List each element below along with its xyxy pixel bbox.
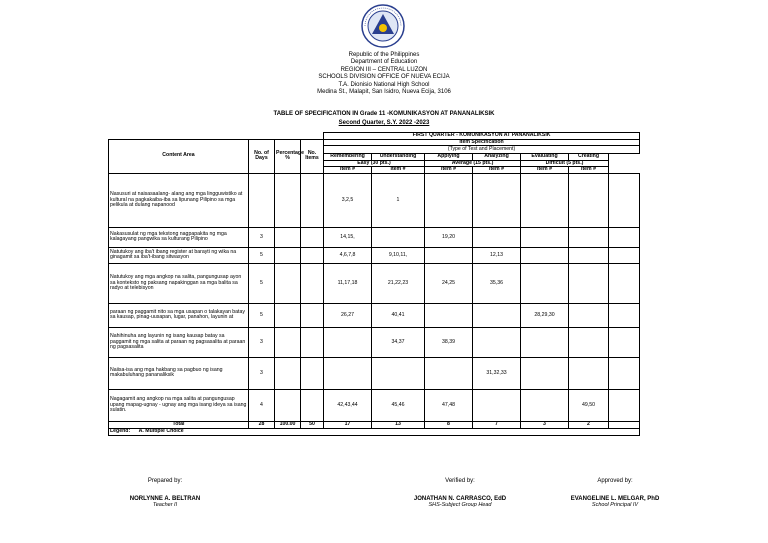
content-cell: Natutukoy ang mga angkop na salita, pangungusap ayon sa konteksto ng paksang napakinggan sa mga balita sa radyo at telebisyon: [109, 263, 249, 303]
table-row: [109, 303, 640, 327]
total-cell: [609, 421, 640, 428]
items-header: No. Items: [301, 139, 324, 173]
item-cell: 19,20: [425, 227, 473, 247]
table-row: [109, 263, 640, 303]
signature-role: SHS-Subject Group Head: [428, 502, 492, 508]
item-cell: 26,27: [324, 303, 372, 327]
days-cell: 4: [249, 389, 275, 421]
item-cell: [609, 303, 640, 327]
legend-value: A. Multiple Choice: [138, 428, 184, 435]
item-cell: [609, 263, 640, 303]
quarter-heading: FIRST QUARTER - KOMUNIKASYON AT PANANALIKSIK: [324, 133, 640, 140]
item-cell: [473, 303, 521, 327]
total-cell: 2: [569, 421, 609, 428]
header-line: Department of Education: [350, 59, 418, 66]
table-row: [109, 247, 640, 263]
item-cell: 47,48: [425, 389, 473, 421]
item-cell: 31,32,33: [473, 357, 521, 389]
signature-role: School Principal IV: [591, 502, 639, 508]
days-cell: [249, 173, 275, 227]
signature-label: Verified by:: [445, 478, 475, 484]
item-cell: [473, 327, 521, 357]
deped-seal-logo: [361, 4, 405, 48]
item-hash-header: Item #: [324, 167, 372, 174]
level-header: Remembering: [324, 154, 372, 161]
item-cell: [521, 247, 569, 263]
table-row: [109, 227, 640, 247]
percentage-cell: [275, 227, 301, 247]
item-cell: 12,13: [473, 247, 521, 263]
items-cell: [301, 263, 324, 303]
days-cell: 5: [249, 303, 275, 327]
item-cell: [324, 327, 372, 357]
percentage-cell: [275, 263, 301, 303]
item-cell: [521, 227, 569, 247]
item-cell: [521, 357, 569, 389]
item-cell: [521, 173, 569, 227]
item-cell: [569, 173, 609, 227]
total-cell: 17: [324, 421, 372, 428]
item-cell: 42,43,44: [324, 389, 372, 421]
content-cell: Naiisa-isa ang mga hakbang sa pagbuo ng isang makabuluhang pananaliksik: [109, 357, 249, 389]
school-header: [0, 52, 768, 96]
items-cell: [301, 357, 324, 389]
table-row: [109, 173, 640, 227]
days-cell: 5: [249, 247, 275, 263]
item-cell: 28,29,30: [521, 303, 569, 327]
item-cell: [425, 303, 473, 327]
item-hash-header: Item #: [372, 167, 425, 174]
items-cell: [301, 173, 324, 227]
item-cell: 38,39: [425, 327, 473, 357]
signature-label: Prepared by:: [147, 478, 183, 484]
item-cell: [473, 227, 521, 247]
item-hash-header: Item #: [569, 167, 609, 174]
content-cell: Nasusuri at naisasaalang- alang ang mga lingguwistiko at kultural na pagkakaiba-iba sa lipunang Pilipino sa mga pelikula at dulang napanood: [109, 173, 249, 227]
item-cell: 45,46: [372, 389, 425, 421]
level-header: Evaluating: [521, 154, 569, 161]
table-row: [109, 389, 640, 421]
item-cell: [521, 389, 569, 421]
title-main: TABLE OF SPECIFICATION IN Grade 11 -KOMUNIKASYON AT PANANALIKSIK: [273, 111, 495, 117]
item-hash-header: Item #: [521, 167, 569, 174]
total-row: [109, 421, 640, 428]
item-cell: 24,25: [425, 263, 473, 303]
item-cell: [609, 389, 640, 421]
total-cell: 8: [425, 421, 473, 428]
item-cell: [372, 357, 425, 389]
total-days: 28: [249, 421, 275, 428]
level-header: Analyzing: [473, 154, 521, 161]
total-cell: 7: [473, 421, 521, 428]
days-cell: 3: [249, 227, 275, 247]
item-cell: [569, 263, 609, 303]
legend-row: [109, 428, 640, 435]
item-cell: 40,41: [372, 303, 425, 327]
group-header: Easy (30 pts.): [324, 160, 425, 167]
signature-name: NORLYNNE A. BELTRAN: [129, 496, 201, 502]
item-cell: [473, 173, 521, 227]
items-cell: [301, 303, 324, 327]
items-cell: [301, 389, 324, 421]
percentage-cell: [275, 357, 301, 389]
item-cell: [569, 357, 609, 389]
total-cell: 3: [521, 421, 569, 428]
header-line: REGION III – CENTRAL LUZON: [340, 66, 428, 73]
days-header: No. of Days: [249, 139, 275, 173]
items-cell: [301, 227, 324, 247]
header-line: Republic of the Philippines: [348, 52, 420, 58]
item-hash-header: Item #: [473, 167, 521, 174]
signature-name: JONATHAN N. CARRASCO, EdD: [413, 496, 507, 502]
group-header: Difficult (5 pts.): [521, 160, 609, 167]
days-cell: 5: [249, 263, 275, 303]
total-percentage: 100.00: [275, 421, 301, 428]
item-cell: [569, 227, 609, 247]
item-cell: [324, 357, 372, 389]
header-line: T.A. Dionisio National High School: [338, 81, 430, 88]
item-cell: [609, 227, 640, 247]
percentage-cell: [275, 389, 301, 421]
item-cell: 4,6,7,8: [324, 247, 372, 263]
level-header: Creating: [569, 154, 609, 161]
days-cell: 3: [249, 327, 275, 357]
signature-verified: [390, 478, 530, 508]
item-cell: 11,17,18: [324, 263, 372, 303]
table-row: [109, 327, 640, 357]
item-cell: 49,50: [569, 389, 609, 421]
percentage-cell: [275, 173, 301, 227]
items-cell: [301, 327, 324, 357]
item-cell: [521, 327, 569, 357]
content-cell: Nagagamit ang angkop na mga salita at pangungusap upang mapag-ugnay - ugnay ang mga isang ideya sa isang sulatin.: [109, 389, 249, 421]
item-cell: [521, 263, 569, 303]
legend-label: Legend:: [110, 428, 131, 435]
signature-approved: [545, 478, 685, 508]
level-header: Applying: [425, 154, 473, 161]
level-header: Understanding: [372, 154, 425, 161]
signature-prepared: [110, 478, 220, 508]
items-cell: [301, 247, 324, 263]
item-cell: [425, 357, 473, 389]
content-area-header: Content Area: [109, 139, 249, 173]
total-label: Total: [109, 421, 249, 428]
item-hash-header: Item #: [425, 167, 473, 174]
content-cell: Natutukoy ang iba't ibang register at barayti ng wika na ginagamit sa iba't-ibang sitwasyon: [109, 247, 249, 263]
item-cell: 21,22,23: [372, 263, 425, 303]
item-cell: [609, 357, 640, 389]
item-cell: [609, 173, 640, 227]
days-cell: 3: [249, 357, 275, 389]
item-cell: [569, 303, 609, 327]
title-sub: Second Quarter, S.Y. 2022 -2023: [338, 120, 430, 126]
item-cell: 1: [372, 173, 425, 227]
total-cell: 13: [372, 421, 425, 428]
content-cell: Nakasusulat ng mga tekstong nagpapakita ng mga kalagayang pangwika sa kulturang Pilipino: [109, 227, 249, 247]
item-cell: [609, 327, 640, 357]
signature-label: Approved by:: [597, 478, 633, 484]
item-cell: 14,15,: [324, 227, 372, 247]
specification-table: [108, 132, 640, 436]
type-of-test-header: (Type of Test and Placement): [324, 146, 640, 154]
item-cell: [569, 247, 609, 263]
item-cell: [569, 327, 609, 357]
item-cell: 34,37: [372, 327, 425, 357]
document-title: [0, 110, 768, 128]
signature-role: Teacher II: [152, 502, 178, 508]
item-cell: [425, 173, 473, 227]
item-cell: [473, 389, 521, 421]
table-row: [109, 357, 640, 389]
item-cell: 3,2,5: [324, 173, 372, 227]
percentage-cell: [275, 327, 301, 357]
item-cell: [609, 247, 640, 263]
item-cell: 35,36: [473, 263, 521, 303]
header-line: Medina St., Malapit, San Isidro, Nueva Ecija, 3106: [317, 89, 451, 96]
percentage-cell: [275, 247, 301, 263]
group-header: Average (15 pts.): [425, 160, 521, 167]
total-items: 50: [301, 421, 324, 428]
item-cell: [372, 227, 425, 247]
content-cell: paraan ng paggamit nito sa mga usapan o talakayan batay sa kausap, pinag-uusapan, lugar, panahon, layunin at: [109, 303, 249, 327]
percentage-header: Percentage %: [275, 139, 301, 173]
item-cell: [425, 247, 473, 263]
header-line: SCHOOLS DIVISION OFFICE OF NUEVA ECIJA: [318, 74, 450, 81]
content-cell: Nahihinuha ang layunin ng isang kausap batay sa paggamit ng mga salita at paraan ng pagsasalita at paraan ng pagsasalita: [109, 327, 249, 357]
percentage-cell: [275, 303, 301, 327]
item-cell: 9,10,11,: [372, 247, 425, 263]
signature-name: EVANGELINE L. MELGAR, PhD: [570, 496, 660, 502]
item-spec-header: Item Specification: [324, 139, 640, 146]
